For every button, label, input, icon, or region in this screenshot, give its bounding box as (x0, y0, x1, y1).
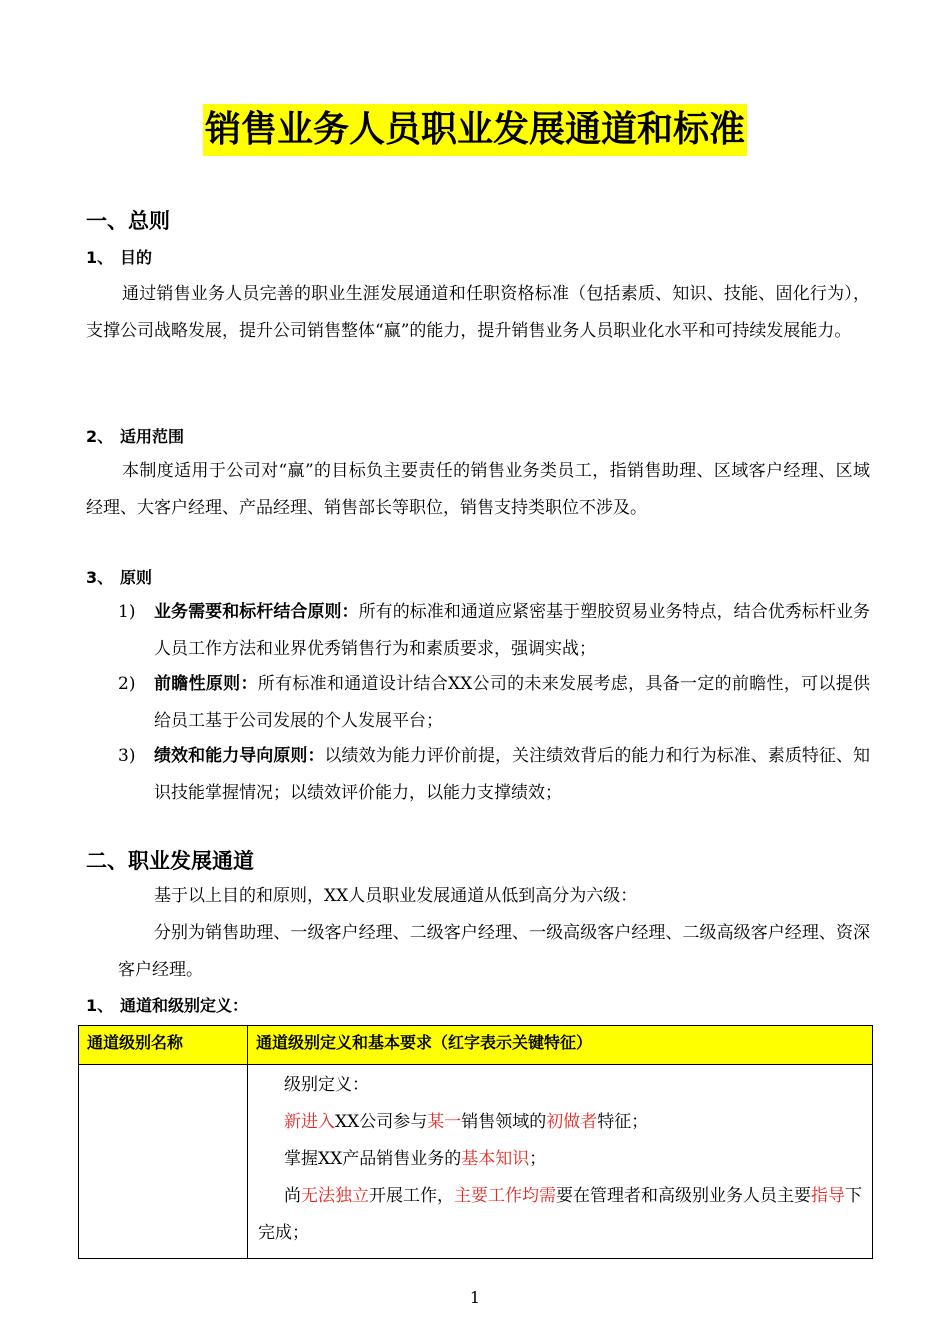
definition-line (258, 1141, 862, 1178)
text-span: 特征； (597, 1112, 649, 1132)
career-paragraph-2: 分别为销售助理、一级客户经理、二级客户经理、一级高级客户经理、二级高级客户经理、资深客户经理。 (118, 923, 870, 980)
list-index: 3) (118, 746, 136, 766)
subheading-label: 原则 (120, 568, 153, 587)
key-feature: 某一 (427, 1112, 462, 1132)
principle-text: 所有的标准和通道应紧密基于塑胶贸易业务特点，结合优秀标杆业务人员工作方法和业界优秀销售行为和素质要求，强调实战； (154, 602, 871, 659)
text-span: ； (529, 1149, 547, 1169)
key-feature: 新进入 (284, 1112, 335, 1132)
text-span: 要在管理者和高级别业务人员主要 (556, 1186, 811, 1206)
level-name-cell (79, 1065, 248, 1259)
subheading-definition (86, 994, 248, 1018)
list-body (154, 666, 870, 740)
table-header-level-definition: 通道级别定义和基本要求（红字表示关键特征） (248, 1026, 873, 1065)
list-index: 1) (118, 602, 136, 622)
principle-text: 以绩效为能力评价前提，关注绩效背后的能力和行为标准、素质特征、知识技能掌握情况；以绩效评价能力，以能力支撑绩效； (154, 746, 871, 803)
principle-term: 前瞻性原则： (154, 674, 258, 694)
definition-line (258, 1178, 862, 1252)
principle-item (118, 738, 870, 812)
key-feature: 基本知识 (461, 1149, 530, 1169)
table-row (79, 1065, 873, 1259)
subheading-number: 1、 (86, 996, 114, 1015)
level-definition-table (78, 1025, 873, 1259)
key-feature: 主要工作均需 (454, 1186, 556, 1206)
section-heading-general: 一、总则 (86, 209, 170, 233)
text-span: 尚 (284, 1186, 301, 1206)
definition-line (258, 1104, 862, 1141)
table-header-row (79, 1026, 873, 1065)
list-index: 2) (118, 674, 136, 694)
document-title: 销售业务人员职业发展通道和标准 (203, 104, 747, 156)
subheading-label: 目的 (120, 248, 153, 267)
subheading-scope (86, 425, 184, 449)
text-span: 销售领域的 (461, 1112, 547, 1132)
text-span: XX公司参与 (335, 1112, 428, 1132)
subheading-number: 1、 (86, 248, 114, 267)
principle-item (118, 594, 870, 668)
section-heading-career: 二、职业发展通道 (86, 849, 254, 873)
subheading-principles (86, 566, 152, 590)
subheading-number: 2、 (86, 427, 114, 446)
list-body (154, 738, 870, 812)
key-feature: 无法独立 (301, 1186, 369, 1206)
text-span: 掌握XX产品销售业务的 (284, 1149, 462, 1169)
page-number: 1 (469, 1288, 481, 1307)
key-feature: 初做者 (546, 1112, 598, 1132)
purpose-paragraph: 通过销售业务人员完善的职业生涯发展通道和任职资格标准（包括素质、知识、技能、固化行为），支撑公司战略发展，提升公司销售整体“赢”的能力，提升销售业务人员职业化水平和可持续发展能力。 (86, 284, 870, 341)
subheading-number: 3、 (86, 568, 114, 587)
subheading-label: 适用范围 (120, 427, 185, 446)
text-span: 开展工作， (369, 1186, 454, 1206)
principle-text: 所有标准和通道设计结合XX公司的未来发展考虑，具备一定的前瞻性，可以提供给员工基于公司发展的个人发展平台； (154, 674, 870, 731)
scope-paragraph: 本制度适用于公司对“赢”的目标负主要责任的销售业务类员工，指销售助理、区域客户经理、区域经理、大客户经理、产品经理、销售部长等职位，销售支持类职位不涉及。 (86, 461, 870, 518)
principle-term: 业务需要和标杆结合原则： (154, 602, 359, 622)
definition-body (248, 1065, 872, 1258)
career-paragraph-1: 基于以上目的和原则，XX人员职业发展通道从低到高分为六级： (154, 886, 638, 906)
key-feature: 指导 (811, 1186, 845, 1206)
table-header-level-name: 通道级别名称 (79, 1026, 248, 1065)
principle-item (118, 666, 870, 740)
text-span: 下完成； (258, 1186, 862, 1243)
subheading-purpose (86, 246, 152, 270)
level-definition-cell (248, 1065, 873, 1259)
principle-term: 绩效和能力导向原则： (154, 746, 325, 766)
definition-label: 级别定义： (284, 1075, 369, 1095)
title-wrap (0, 104, 950, 156)
subheading-label: 通道和级别定义： (120, 996, 249, 1015)
list-body (154, 594, 870, 668)
